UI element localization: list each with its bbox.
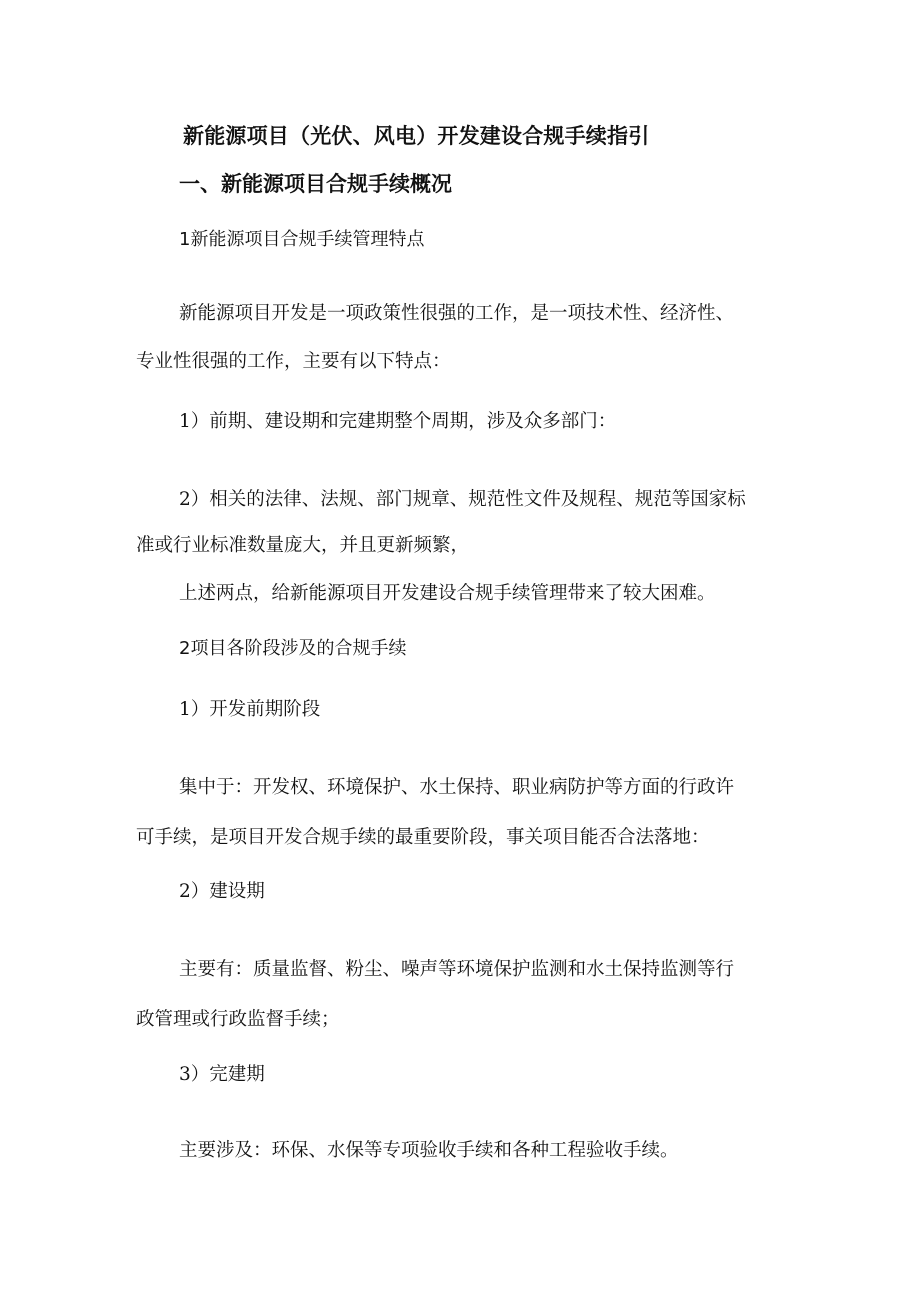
subsection-heading-2: 2项目各阶段涉及的合规手续 (179, 638, 407, 659)
stage-2-line-2: 政管理或行政监督手续； (136, 1009, 340, 1030)
stage-3-heading: 3）完建期 (179, 1064, 265, 1085)
section-heading: 一、新能源项目合规手续概况 (179, 172, 452, 196)
document-title: 新能源项目（光伏、风电）开发建设合规手续指引 (183, 124, 650, 148)
paragraph-1-line-2: 专业性很强的工作，主要有以下特点： (136, 351, 451, 372)
stage-1-line-2: 可手续，是项目开发合规手续的最重要阶段，事关项目能否合法落地： (136, 827, 710, 848)
stage-2-heading: 2）建设期 (179, 881, 265, 902)
stage-1-line-1: 集中于：开发权、环境保护、水土保持、职业病防护等方面的行政许 (179, 777, 735, 798)
list-item-1: 1）前期、建设期和完建期整个周期，涉及众多部门： (179, 411, 617, 432)
subsection-heading-1: 1新能源项目合规手续管理特点 (179, 229, 425, 250)
summary-paragraph: 上述两点，给新能源项目开发建设合规手续管理带来了较大困难。 (179, 583, 716, 604)
stage-1-heading: 1）开发前期阶段 (179, 699, 321, 720)
paragraph-1-line-1: 新能源项目开发是一项政策性很强的工作，是一项技术性、经济性、 (179, 303, 735, 324)
stage-3-line-1: 主要涉及：环保、水保等专项验收手续和各种工程验收手续。 (179, 1140, 679, 1161)
stage-2-line-1: 主要有：质量监督、粉尘、噪声等环境保护监测和水土保持监测等行 (179, 959, 735, 980)
list-item-2-line-1: 2）相关的法律、法规、部门规章、规范性文件及规程、规范等国家标 (179, 489, 746, 510)
list-item-2-line-2: 准或行业标准数量庞大，并且更新频繁， (136, 535, 470, 556)
